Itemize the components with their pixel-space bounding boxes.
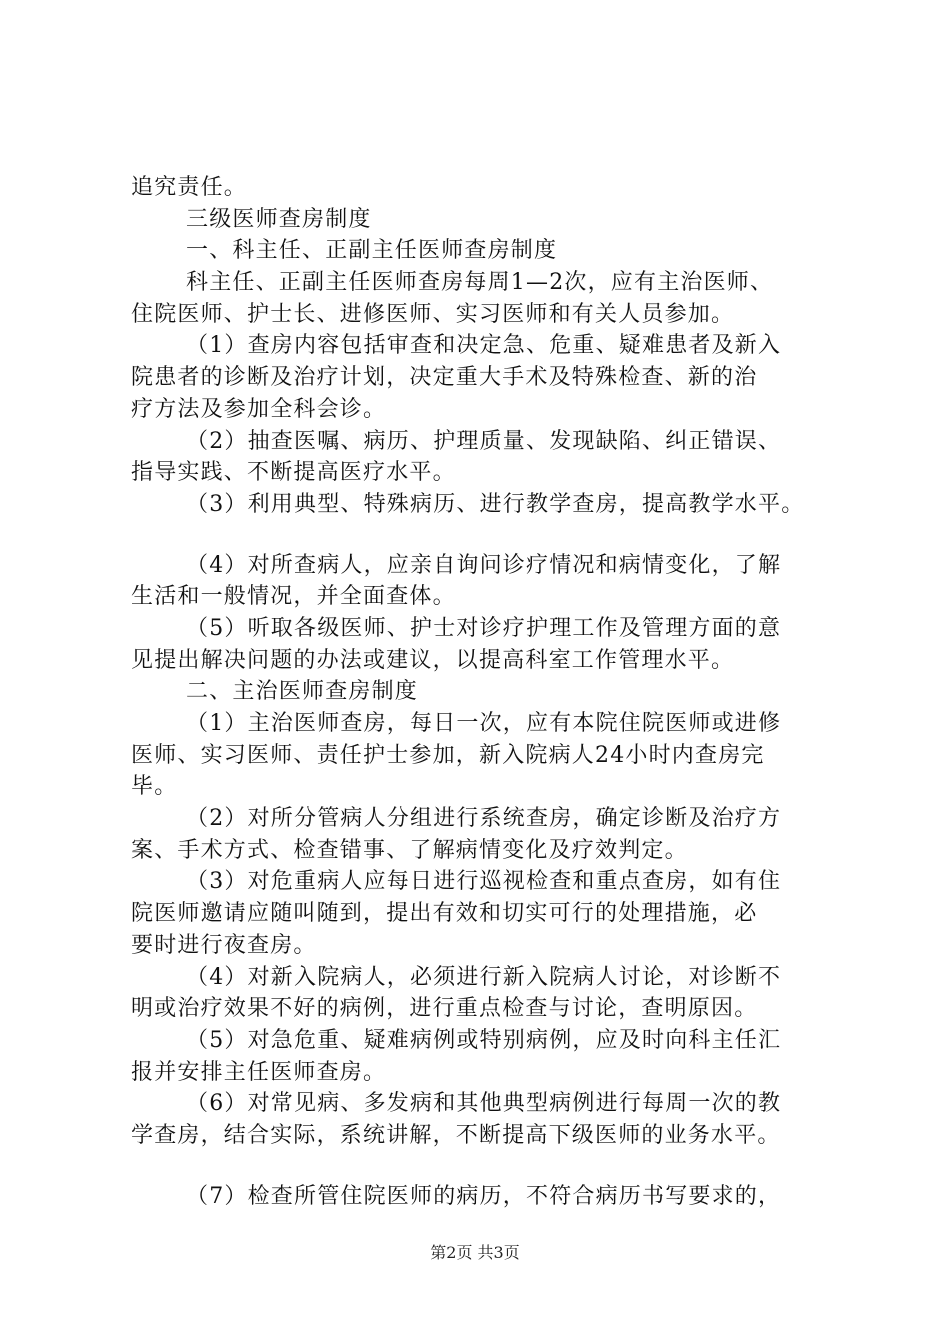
section-heading: 二、主治医师查房制度 — [186, 679, 419, 705]
text-line: （1）查房内容包括审查和决定急、危重、疑难患者及新入 — [186, 333, 782, 359]
text-line: 报并安排主任医师查房。 — [131, 1059, 387, 1085]
paragraph-gap — [131, 521, 851, 550]
text-line: （6）对常见病、多发病和其他典型病例进行每周一次的教 — [186, 1091, 782, 1117]
text-line: （7）检查所管住院医师的病历，不符合病历书写要求的， — [186, 1183, 782, 1209]
text-line: （4）对新入院病人，必须进行新入院病人讨论，对诊断不 — [186, 964, 782, 990]
text-line: （3）利用典型、特殊病历、进行教学查房，提高教学水平。 — [186, 491, 805, 517]
text-line: （3）对危重病人应每日进行巡视检查和重点查房，如有住 — [186, 869, 782, 895]
text-line: （4）对所查病人，应亲自询问诊疗情况和病情变化，了解 — [186, 552, 782, 578]
text-line: 追究责任。 — [131, 175, 248, 200]
page-number-footer: 第2页 共3页 — [430, 1243, 520, 1262]
text-line: 见提出解决问题的办法或建议，以提高科室工作管理水平。 — [131, 647, 735, 673]
text-line: 科主任、正副主任医师查房每周1—2次，应有主治医师、 — [186, 270, 774, 296]
section-title: 三级医师查房制度 — [186, 206, 372, 232]
paragraph-gap — [131, 1152, 851, 1181]
text-line: 要时进行夜查房。 — [131, 932, 317, 958]
text-line: （1）主治医师查房，每日一次，应有本院住院医师或进修 — [186, 711, 782, 736]
section-heading: 一、科主任、正副主任医师查房制度 — [186, 238, 558, 264]
text-line: （2）对所分管病人分组进行系统查房，确定诊断及治疗方 — [186, 806, 782, 832]
text-line: 毕。 — [131, 774, 178, 800]
text-line: 医师、实习医师、责任护士参加，新入院病人24小时内查房完 — [131, 742, 765, 768]
text-line: 住院医师、护士长、进修医师、实习医师和有关人员参加。 — [131, 301, 735, 327]
text-line: 院医师邀请应随叫随到，提出有效和切实可行的处理措施，必 — [131, 901, 758, 927]
text-line: 指导实践、不断提高医疗水平。 — [131, 460, 456, 486]
text-line: 生活和一般情况，并全面查体。 — [131, 584, 456, 610]
text-line: 学查房，结合实际，系统讲解，不断提高下级医师的业务水平。 — [131, 1122, 781, 1148]
body-text — [131, 172, 851, 1212]
text-line: 明或治疗效果不好的病例，进行重点检查与讨论，查明原因。 — [131, 996, 758, 1022]
text-line: 院患者的诊断及治疗计划，决定重大手术及特殊检查、新的治 — [131, 365, 758, 391]
text-line: （5）对急危重、疑难病例或特别病例，应及时向科主任汇 — [186, 1027, 782, 1053]
text-line: （2）抽查医嘱、病历、护理质量、发现缺陷、纠正错误、 — [186, 428, 782, 454]
text-line: 案、手术方式、检查错事、了解病情变化及疗效判定。 — [131, 837, 688, 863]
text-line: （5）听取各级医师、护士对诊疗护理工作及管理方面的意 — [186, 615, 782, 641]
text-line: 疗方法及参加全科会诊。 — [131, 396, 387, 422]
